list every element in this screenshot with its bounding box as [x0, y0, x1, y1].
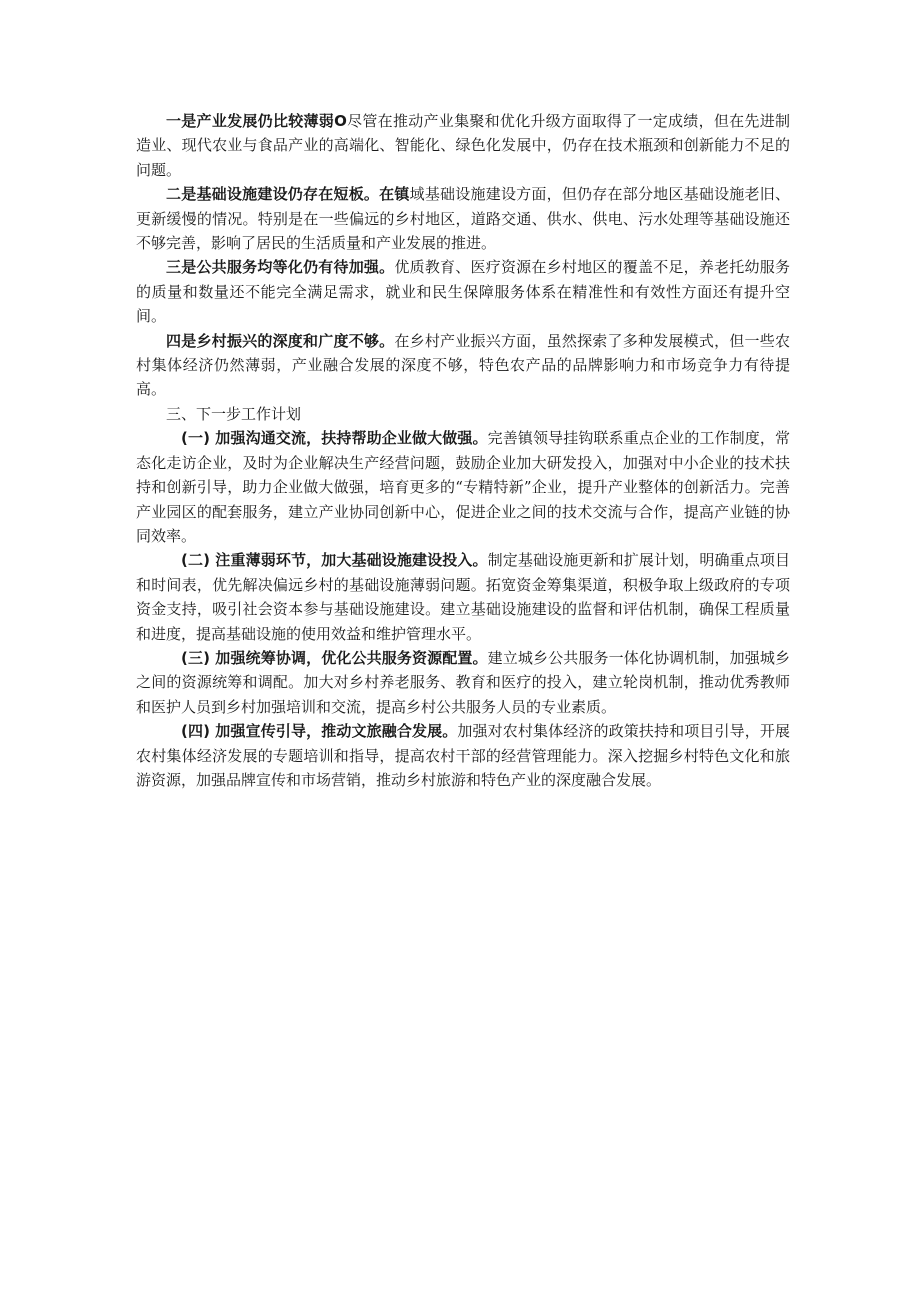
paragraph-lead: 二是基础设施建设仍存在短板。在镇 — [166, 185, 410, 204]
paragraph-text: 在乡村产业振兴方面，虽然探索了多种发展模式，但一些农村集体经济仍然薄弱，产业融合发展的深度不够，特色农产品的品牌影响力和市场竞争力有待提高。 — [136, 331, 790, 399]
paragraph-public-service — [136, 255, 790, 328]
paragraph-lead: 一是产业发展仍比较薄弱O — [166, 112, 347, 130]
paragraph-lead: 四是乡村振兴的深度和广度不够。 — [166, 331, 395, 350]
plan-lead: (一) 加强沟通交流，扶持帮助企业做大做强。 — [181, 429, 488, 448]
paragraph-infrastructure — [136, 182, 790, 255]
plan-text: 制定基础设施更新和扩展计划，明确重点项目和时间表，优先解决偏远乡村的基础设施薄弱问题。拓宽资金筹集渠道，积极争取上级政府的专项资金支持，吸引社会资本参与基础设施建设。建立基础设施建设的监督和评估机制，确保工程质量和进度，提高基础设施的使用效益和维护管理水平。 — [136, 551, 790, 643]
plan-publicity — [136, 719, 790, 792]
document-body — [136, 109, 790, 792]
plan-text: 建立城乡公共服务一体化协调机制，加强城乡之间的资源统筹和调配。加大对乡村养老服务、教育和医疗的投入，建立轮岗机制，推动优秀教师和医护人员到乡村加强培训和交流，提高乡村公共服务人员的专业素质。 — [136, 648, 790, 716]
plan-lead: (四) 加强宣传引导，推动文旅融合发展。 — [181, 722, 458, 741]
plan-text: 完善镇领导挂钩联系重点企业的工作制度，常态化走访企业，及时为企业解决生产经营问题，鼓励企业加大研发投入，加强对中小企业的技术扶持和创新引导，助力企业做大做强，培育更多的“专精特新”企业，提升产业整体的创新活力。完善产业园区的配套服务，建立产业协同创新中心，促进企业之间的技术交流与合作，提高产业链的协同效率。 — [136, 429, 790, 545]
paragraph-text: 尽管在推动产业集聚和优化升级方面取得了一定成绩，但在先进制造业、现代农业与食品产业的高端化、智能化、绿色化发展中，仍存在技术瓶颈和创新能力不足的问题。 — [136, 112, 790, 179]
paragraph-rural-revitalization — [136, 329, 790, 402]
plan-lead: (二) 注重薄弱环节，加大基础设施建设投入。 — [181, 551, 488, 570]
plan-coordination — [136, 646, 790, 719]
plan-text: 加强对农村集体经济的政策扶持和项目引导，开展农村集体经济发展的专题培训和指导，提高农村干部的经营管理能力。深入挖掘乡村特色文化和旅游资源，加强品牌宣传和市场营销，推动乡村旅游和特色产业的深度融合发展。 — [136, 722, 790, 789]
paragraph-text: 域基础设施建设方面，但仍存在部分地区基础设施老旧、更新缓慢的情况。特别是在一些偏远的乡村地区，道路交通、供水、供电、污水处理等基础设施还不够完善，影响了居民的生活质量和产业发展的推进。 — [136, 185, 790, 253]
plan-communication — [136, 426, 790, 548]
section-heading: 三、下一步工作计划 — [166, 404, 302, 423]
plan-lead: (三) 加强统筹协调，优化公共服务资源配置。 — [181, 648, 488, 667]
plan-infrastructure — [136, 548, 790, 646]
paragraph-lead: 三是公共服务均等化仍有待加强。 — [166, 258, 395, 277]
paragraph-text: 优质教育、医疗资源在乡村地区的覆盖不足，养老托幼服务的质量和数量还不能完全满足需求，就业和民生保障服务体系在精准性和有效性方面还有提升空间。 — [136, 258, 790, 326]
paragraph-industry — [136, 109, 790, 182]
